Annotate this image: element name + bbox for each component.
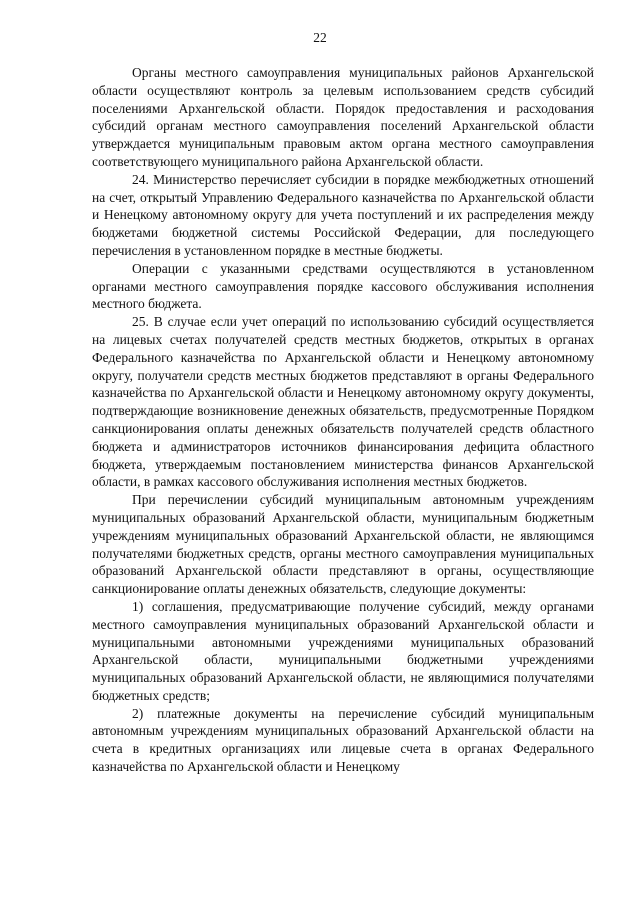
paragraph-24: 24. Министерство перечисляет субсидии в порядке межбюджетных отношений на счет, открытый Управлению Федерального казначейства по Архангельской области и Ненецкому автономному округу для учета поступлений и их распределения между бюджетами бюджетной системы Российской Федерации, для последующего перечисления в установленном порядке в местные бюджеты. [92, 171, 594, 258]
page-number: 22 [313, 30, 327, 45]
paragraph-operations: Операции с указанными средствами осуществляются в установленном органами местного самоуправления порядке кассового обслуживания исполнения местного бюджета. [92, 260, 594, 312]
document-body [92, 64, 594, 776]
list-item-2-payment-documents: 2) платежные документы на перечисление субсидий муниципальным автономным учреждениям муниципальных образований Архангельской области на счета в кредитных организациях или лицевые счета в органах Федерального казначейства по Архангельской области и Ненецкому [92, 705, 594, 775]
paragraph-25: 25. В случае если учет операций по использованию субсидий осуществляется на лицевых счетах получателей средств местных бюджетов, открытых в органах Федерального казначейства по Архангельской области и Ненецкому автономному округу, получатели средств местных бюджетов представляют в органы Федерального казначейства по Архангельской области и Ненецкому автономному округу документы, подтверждающие возникновение денежных обязательств, предусмотренные Порядком санкционирования оплаты денежных обязательств получателей средств областного бюджета и администраторов источников финансирования дефицита областного бюджета, утверждаемым постановлением министерства финансов Архангельской области, в рамках кассового обслуживания исполнения местных бюджетов. [92, 314, 594, 490]
paragraph-control: Органы местного самоуправления муниципальных районов Архангельской области осуществляют контроль за целевым использованием средств субсидий поселениями Архангельской области. Порядок предоставления и расходования субсидий органам местного самоуправления поселений Архангельской области утверждается муниципальным правовым актом органа местного самоуправления соответствующего муниципального района Архангельской области. [92, 65, 594, 169]
paragraph-subsidy-transfer: При перечислении субсидий муниципальным автономным учреждениям муниципальных образований Архангельской области, муниципальным бюджетным учреждениям муниципальных образований Архангельской области, не являющимся получателями бюджетных средств, органы местного самоуправления муниципальных образований Архангельской области представляют в органы, осуществляющие санкционирование оплаты денежных обязательств, следующие документы: [92, 492, 594, 597]
list-item-1-agreements: 1) соглашения, предусматривающие получение субсидий, между органами местного самоуправления муниципальных образований Архангельской области и муниципальными автономными учреждениями муниципальных образований Архангельской области, муниципальными бюджетными учреждениями муниципальных образований Архангельской области, не являющимися получателями бюджетных средств; [92, 598, 594, 703]
